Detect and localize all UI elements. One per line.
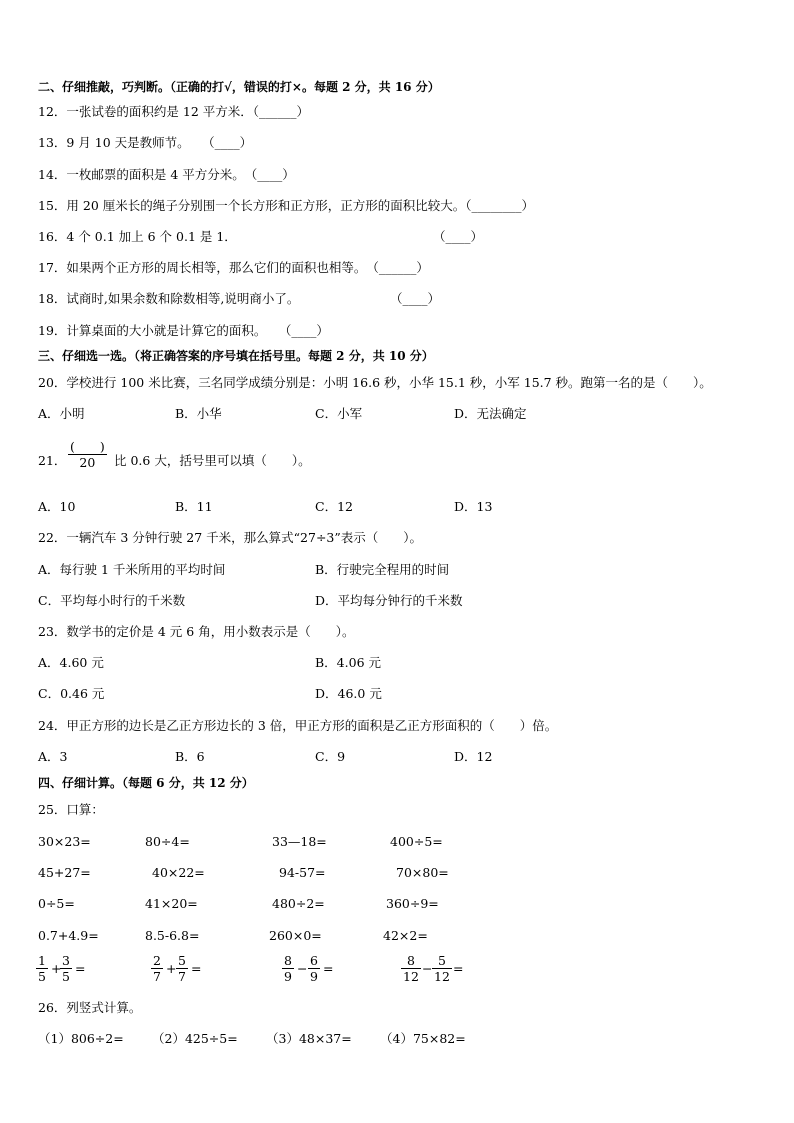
numerator: 8 <box>401 953 421 969</box>
question-12: 12．一张试卷的面积约是 12 平方米．（______） <box>38 104 310 119</box>
mental-calc: 94-57= <box>279 865 326 880</box>
section-3-heading: 三、仔细选一选。（将正确答案的序号填在括号里。每题 2 分，共 10 分） <box>38 349 434 363</box>
q20-option-d: D．无法确定 <box>454 406 527 421</box>
fraction <box>401 953 421 984</box>
fraction <box>308 953 320 984</box>
vertical-calc-3: （3）48×37= <box>266 1031 352 1046</box>
fraction <box>432 953 452 984</box>
numerator: 3 <box>62 953 70 968</box>
question-16: 16．4 个 0.1 加上 6 个 0.1 是 1． <box>38 229 237 244</box>
operator: − <box>297 961 308 976</box>
equals: = <box>75 961 86 976</box>
denominator: 5 <box>38 969 46 984</box>
q21-option-c: C．12 <box>315 499 353 514</box>
q20-option-c: C．小军 <box>315 406 363 421</box>
question-21-label: 21． <box>38 453 67 468</box>
q21-fraction <box>68 439 107 470</box>
fraction <box>176 953 188 984</box>
denominator: 7 <box>178 969 186 984</box>
operator: − <box>422 961 433 976</box>
question-20: 20．学校进行 100 米比赛，三名同学成绩分别是：小明 16.6 秒，小华 15.1 秒，小军 15.7 秒。跑第一名的是（ ）。 <box>38 375 712 390</box>
section-2-heading: 二、仔细推敲，巧判断。（正确的打√，错误的打×。每题 2 分，共 16 分） <box>38 80 440 94</box>
q24-option-d: D．12 <box>454 749 493 764</box>
denominator: 7 <box>153 969 161 984</box>
numerator: 5 <box>432 953 452 969</box>
q24-option-b: B．6 <box>175 749 205 764</box>
mental-calc: 480÷2= <box>272 896 325 911</box>
q24-option-c: C．9 <box>315 749 346 764</box>
equals: = <box>323 961 334 976</box>
mental-calc: 70×80= <box>396 865 449 880</box>
question-14: 14．一枚邮票的面积是 4 平方分米。 （____） <box>38 167 295 182</box>
mental-calc: 8.5-6.8= <box>145 928 200 943</box>
mental-calc: 260×0= <box>269 928 322 943</box>
q23-option-a: A．4.60 元 <box>38 655 104 670</box>
mental-calc: 360÷9= <box>386 896 439 911</box>
q22-option-d: D．平均每分钟行的千米数 <box>315 593 463 608</box>
question-26: 26．列竖式计算。 <box>38 1000 142 1015</box>
q21-option-a: A．10 <box>38 499 76 514</box>
question-22: 22．一辆汽车 3 分钟行驶 27 千米，那么算式“27÷3”表示（ ）。 <box>38 530 423 545</box>
equals: = <box>453 961 464 976</box>
q22-option-b: B．行驶完全程用的时间 <box>315 562 450 577</box>
mental-calc: 41×20= <box>145 896 198 911</box>
denominator: 12 <box>434 969 450 984</box>
denominator: 12 <box>403 969 419 984</box>
equals: = <box>191 961 202 976</box>
denominator: 9 <box>310 969 318 984</box>
q23-option-d: D．46.0 元 <box>315 686 382 701</box>
numerator: 6 <box>310 953 318 968</box>
q22-option-a: A．每行驶 1 千米所用的平均时间 <box>38 562 226 577</box>
mental-calc: 80÷4= <box>145 834 190 849</box>
q21-numerator: ( ) <box>70 439 105 454</box>
numerator: 8 <box>284 953 292 968</box>
q24-option-a: A．3 <box>38 749 68 764</box>
section-4-heading: 四、仔细计算。（每题 6 分，共 12 分） <box>38 776 254 790</box>
operator: + <box>51 961 62 976</box>
question-23: 23．数学书的定价是 4 元 6 角，用小数表示是（ ）。 <box>38 624 355 639</box>
mental-calc: 45+27= <box>38 865 91 880</box>
question-19: 19．计算桌面的大小就是计算它的面积。 （____） <box>38 323 329 338</box>
question-18-blank: （____） <box>390 291 441 306</box>
question-24: 24．甲正方形的边长是乙正方形边长的 3 倍，甲正方形的面积是乙正方形面积的（ ）倍。 <box>38 718 558 733</box>
denominator: 5 <box>62 969 70 984</box>
question-21-text: 比 0.6 大，括号里可以填（ ）。 <box>114 453 311 468</box>
q20-option-a: A．小明 <box>38 406 85 421</box>
question-15: 15．用 20 厘米长的绳子分别围一个长方形和正方形，正方形的面积比较大。（________） <box>38 198 535 213</box>
question-17: 17．如果两个正方形的周长相等，那么它们的面积也相等。 （______） <box>38 260 429 275</box>
vertical-calc-1: （1）806÷2= <box>38 1031 124 1046</box>
question-13: 13．9 月 10 天是教师节。 （____） <box>38 135 253 150</box>
numerator: 1 <box>38 953 46 968</box>
fraction <box>151 953 163 984</box>
mental-calc: 0.7+4.9= <box>38 928 99 943</box>
q21-denominator: 20 <box>79 455 96 470</box>
mental-calc: 33—18= <box>272 834 327 849</box>
mental-calc: 30×23= <box>38 834 91 849</box>
mental-calc: 0÷5= <box>38 896 75 911</box>
q22-option-c: C．平均每小时行的千米数 <box>38 593 186 608</box>
question-16-blank: （____） <box>433 229 484 244</box>
mental-calc: 400÷5= <box>390 834 443 849</box>
numerator: 2 <box>153 953 161 968</box>
fraction <box>60 953 72 984</box>
fraction <box>36 953 48 984</box>
fraction <box>282 953 294 984</box>
denominator: 9 <box>284 969 292 984</box>
numerator: 5 <box>178 953 186 968</box>
q23-option-b: B．4.06 元 <box>315 655 381 670</box>
q23-option-c: C．0.46 元 <box>38 686 105 701</box>
question-25: 25．口算： <box>38 802 104 817</box>
mental-calc: 42×2= <box>383 928 428 943</box>
q21-option-d: D．13 <box>454 499 493 514</box>
q21-option-b: B．11 <box>175 499 213 514</box>
question-18: 18．试商时,如果余数和除数相等,说明商小了。 <box>38 291 300 306</box>
vertical-calc-4: （4）75×82= <box>380 1031 466 1046</box>
vertical-calc-2: （2）425÷5= <box>152 1031 238 1046</box>
mental-calc: 40×22= <box>152 865 205 880</box>
q20-option-b: B．小华 <box>175 406 222 421</box>
operator: + <box>166 961 177 976</box>
